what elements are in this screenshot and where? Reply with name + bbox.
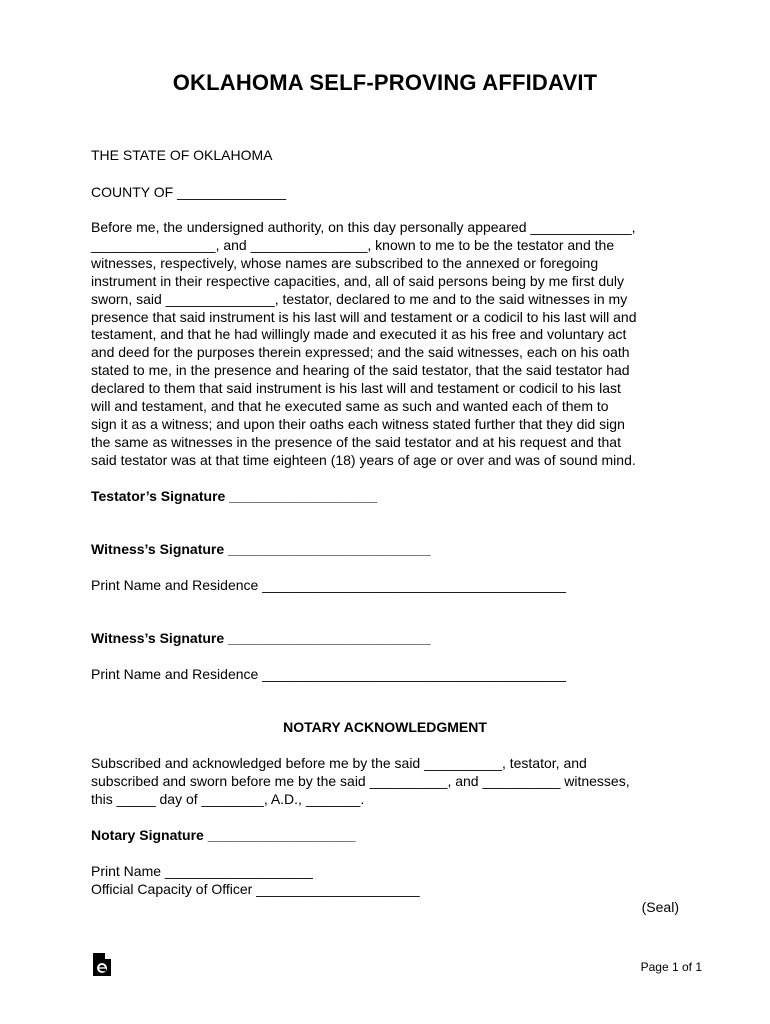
body-line: testament, and that he had willingly made and executed it as his free and voluntary act bbox=[91, 326, 627, 343]
state-line: THE STATE OF OKLAHOMA bbox=[91, 147, 273, 163]
print-name-line[interactable]: Print Name ___________________ bbox=[91, 863, 313, 879]
testator-signature-line[interactable]: Testator’s Signature ___________________ bbox=[91, 488, 378, 504]
body-line: declared to them that said instrument is his last will and testament or codicil to his last bbox=[91, 380, 621, 397]
body-line: ________________, and _______________, known to me to be the testator and the bbox=[91, 236, 615, 253]
notary-line: subscribed and sworn before me by the said __________, and __________ witnesses, bbox=[91, 773, 630, 789]
body-line: instrument in their respective capacities, and, all of said persons being by me first duly bbox=[91, 272, 625, 289]
notary-body bbox=[91, 754, 630, 808]
seal-label: (Seal) bbox=[641, 899, 679, 915]
body-line: said testator was at that time eighteen (18) years of age or over and was of sound mind. bbox=[91, 451, 636, 468]
body-line: sworn, said ______________, testator, declared to me and to the said witnesses in my bbox=[91, 290, 628, 307]
witness-1-print-name-line[interactable]: Print Name and Residence _______________________________________ bbox=[91, 577, 566, 593]
county-line: COUNTY OF ______________ bbox=[91, 184, 287, 200]
notary-signature-line[interactable]: Notary Signature ___________________ bbox=[91, 827, 356, 843]
eforms-logo-icon bbox=[92, 951, 112, 977]
body-line: the same as witnesses in the presence of the said testator and at his request and that bbox=[91, 433, 621, 450]
notary-heading: NOTARY ACKNOWLEDGMENT bbox=[283, 719, 487, 735]
body-line: will and testament, and that he executed same as such and wanted each of them to bbox=[91, 398, 609, 415]
notary-line: this _____ day of ________, A.D., _______. bbox=[91, 791, 365, 807]
document-title: OKLAHOMA SELF-PROVING AFFIDAVIT bbox=[172, 70, 598, 95]
witness-1-signature-line[interactable]: Witness’s Signature __________________________ bbox=[91, 541, 431, 557]
body-line: stated to me, in the presence and hearing of the said testator, that the said testator had bbox=[91, 362, 630, 379]
body-line: witnesses, respectively, whose names are subscribed to the annexed or foregoing bbox=[91, 254, 599, 271]
body-line: presence that said instrument is his last will and testament or a codicil to his last will and bbox=[91, 308, 637, 325]
witness-2-print-name-line[interactable]: Print Name and Residence _______________________________________ bbox=[91, 666, 566, 682]
body-line: Before me, the undersigned authority, on this day personally appeared _____________, bbox=[91, 219, 636, 235]
official-capacity-line[interactable]: Official Capacity of Officer _____________________ bbox=[91, 881, 420, 897]
affidavit-body bbox=[91, 219, 695, 470]
body-line: sign it as a witness; and upon their oaths each witness stated further that they did sign bbox=[91, 415, 625, 432]
body-line: and deed for the purposes therein expressed; and the said witnesses, each on his oath bbox=[91, 344, 630, 361]
notary-line: Subscribed and acknowledged before me by the said __________, testator, and bbox=[91, 755, 587, 771]
witness-2-signature-line[interactable]: Witness’s Signature __________________________ bbox=[91, 630, 431, 646]
page-number: Page 1 of 1 bbox=[640, 960, 702, 974]
